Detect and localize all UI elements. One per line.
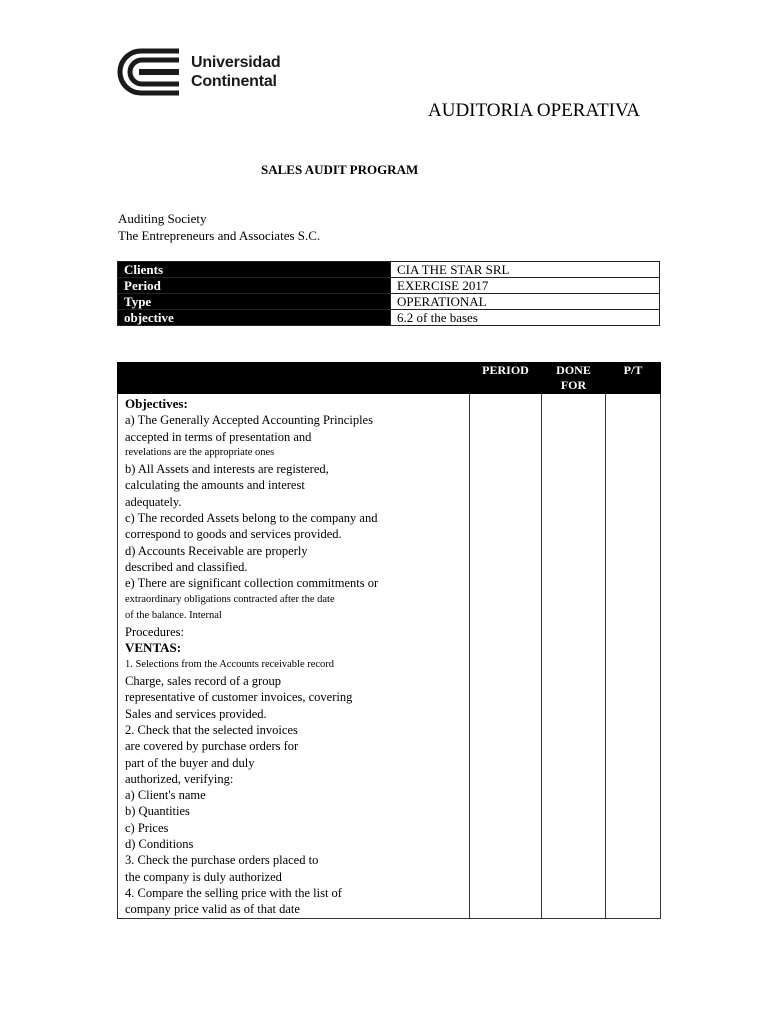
program-line: company price valid as of that date <box>125 902 300 917</box>
info-row-objective <box>118 310 660 326</box>
info-label: Type <box>118 294 391 310</box>
program-line: c) The recorded Assets belong to the company and <box>125 511 378 526</box>
info-row-type <box>118 294 660 310</box>
program-line: 1. Selections from the Accounts receivable record <box>125 658 335 670</box>
info-label: Clients <box>118 262 391 278</box>
pt-column-header: P/T <box>606 363 661 394</box>
program-title: SALES AUDIT PROGRAM <box>261 162 419 177</box>
program-line: extraordinary obligations contracted after the date <box>125 593 335 605</box>
info-label: Period <box>118 278 391 294</box>
program-line: part of the buyer and duly <box>125 755 255 770</box>
period-cell <box>470 394 542 919</box>
program-line: of the balance. Internal <box>125 609 222 621</box>
program-line: calculating the amounts and interest <box>125 478 305 493</box>
program-line: b) All Assets and interests are registered, <box>125 462 329 477</box>
program-line: representative of customer invoices, covering <box>125 690 353 705</box>
program-line: described and classified. <box>125 559 248 574</box>
program-line: the company is duly authorized <box>125 869 282 884</box>
audit-program-table <box>117 362 661 919</box>
society-name: The Entrepreneurs and Associates S.C. <box>118 228 321 243</box>
done-for-cell <box>542 394 606 919</box>
program-body-row <box>118 394 661 919</box>
pt-cell <box>606 394 661 919</box>
program-line: Charge, sales record of a group <box>125 674 281 689</box>
program-line: b) Quantities <box>125 804 190 819</box>
logo-name-line1: Universidad <box>191 54 281 71</box>
info-value: 6.2 of the bases <box>391 310 660 326</box>
info-value: CIA THE STAR SRL <box>391 262 660 278</box>
program-line: accepted in terms of presentation and <box>125 429 312 444</box>
university-emblem-icon <box>117 47 181 97</box>
program-line: c) Prices <box>125 820 169 835</box>
program-line: revelations are the appropriate ones <box>125 446 275 458</box>
program-line: VENTAS: <box>125 640 182 656</box>
info-value: EXERCISE 2017 <box>391 278 660 294</box>
program-line: 2. Check that the selected invoices <box>125 722 298 737</box>
engagement-info-table <box>117 261 660 326</box>
logo-name-line2: Continental <box>191 73 277 90</box>
done-for-column-header: DONE FOR <box>542 363 606 394</box>
program-line: correspond to goods and services provided. <box>125 527 342 542</box>
info-row-clients <box>118 262 660 278</box>
program-header-row <box>118 363 661 394</box>
program-line: are covered by purchase orders for <box>125 739 299 754</box>
program-line: a) Client's name <box>125 788 206 803</box>
program-line: d) Conditions <box>125 837 194 852</box>
program-line: Sales and services provided. <box>125 706 267 721</box>
program-line: e) There are significant collection commitments or <box>125 576 379 591</box>
program-line: adequately. <box>125 494 182 509</box>
period-column-header: PERIOD <box>470 363 542 394</box>
program-line: 3. Check the purchase orders placed to <box>125 853 319 868</box>
program-line: a) The Generally Accepted Accounting Principles <box>125 413 373 428</box>
info-row-period <box>118 278 660 294</box>
program-description-cell <box>118 394 470 919</box>
auditing-society-block <box>118 210 320 244</box>
info-label: objective <box>118 310 391 326</box>
info-value: OPERATIONAL <box>391 294 660 310</box>
society-label: Auditing Society <box>118 211 207 226</box>
university-logo <box>117 47 317 99</box>
document-title: AUDITORIA OPERATIVA <box>428 100 641 121</box>
program-line: 4. Compare the selling price with the list of <box>125 885 342 900</box>
program-line: Objectives: <box>125 396 188 411</box>
program-line: d) Accounts Receivable are properly <box>125 543 308 558</box>
description-column-header <box>118 363 470 394</box>
program-line: authorized, verifying: <box>125 771 234 786</box>
program-line: Procedures: <box>125 625 185 640</box>
